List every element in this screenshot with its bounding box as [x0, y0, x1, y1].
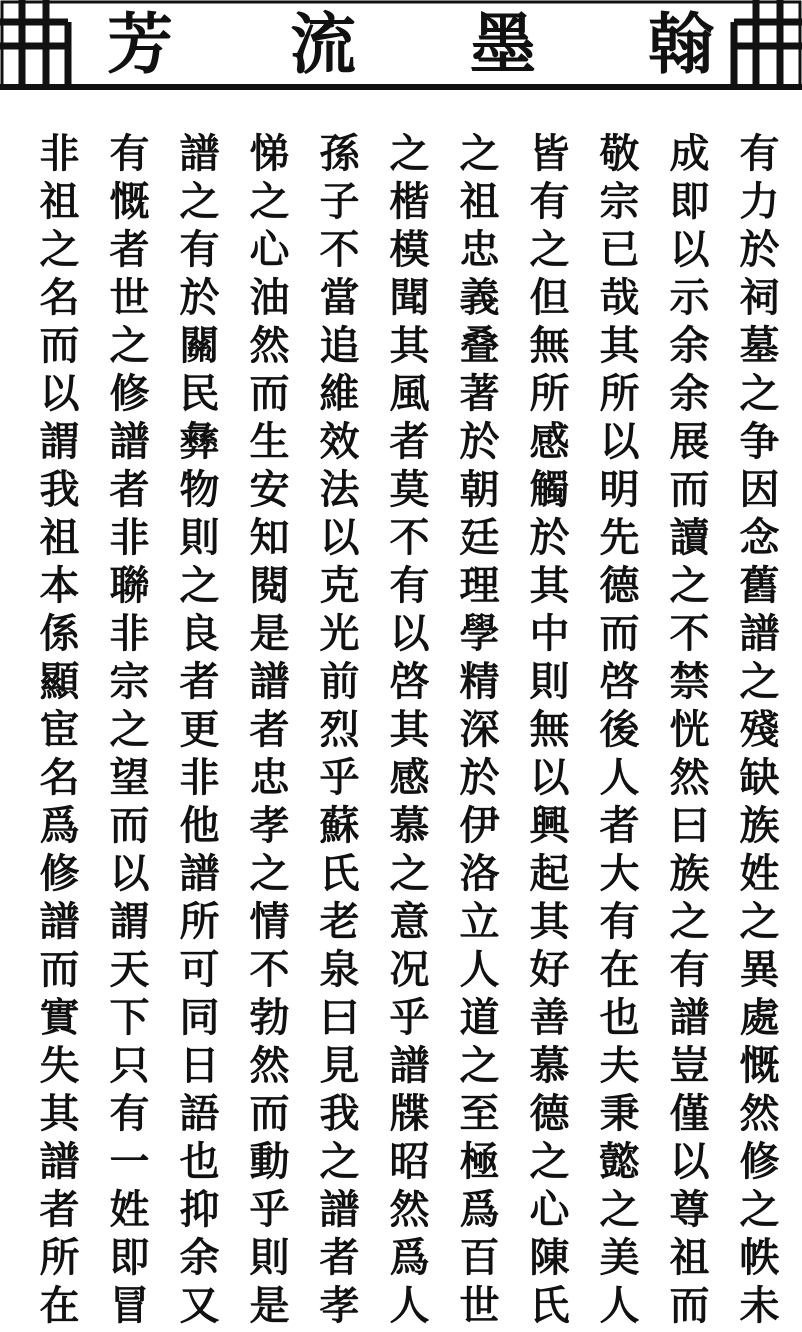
title-char: 翰: [648, 5, 714, 83]
text-column: [521, 132, 571, 1332]
column-text: 有慨者世之修譜者非聯非宗之望而以謂天下只有一姓即冒: [103, 132, 150, 1332]
text-column: [591, 132, 641, 1332]
text-column: [241, 132, 291, 1332]
text-column: [731, 132, 781, 1332]
column-text: 之楷模聞其風者莫不有以啓其感慕之意况乎譜牒昭然爲人: [383, 132, 430, 1332]
text-column: [311, 132, 361, 1332]
header-banner: [0, 0, 802, 92]
vertical-text-body: [0, 92, 802, 1332]
column-text: 成即以示余余展而讀之不禁恍然曰族之有譜豈僅以尊祖而: [663, 132, 710, 1332]
text-column: [661, 132, 711, 1332]
column-text: 有力於祠墓之争因念舊譜之殘缺族姓之異處慨然修之帙未: [733, 132, 780, 1332]
text-column: [451, 132, 501, 1332]
column-text: 譜之有於關民彝物則之良者更非他譜所可同日語也抑余又: [173, 132, 220, 1332]
title-char: 墨: [470, 5, 536, 83]
column-text: 敬宗已哉其所以明先德而啓後人者大有在也夫秉懿之美人: [593, 132, 640, 1332]
column-text: 非祖之名而以謂我祖本係顯宦名爲修譜而實失其譜者所在: [33, 132, 80, 1332]
page-title: [0, 0, 802, 92]
column-text: 孫子不當追維效法以克光前烈乎蘇氏老泉曰見我之譜者孝: [313, 132, 360, 1332]
text-column: [101, 132, 151, 1332]
text-column: [381, 132, 431, 1332]
title-char: 流: [290, 5, 356, 83]
column-text: 之祖忠義叠著於朝廷理學精深於伊洛立人道之至極爲百世: [453, 132, 500, 1332]
column-text: 皆有之但無所感觸於其中則無以興起其好善慕德之心陳氏: [523, 132, 570, 1332]
title-char: 芳: [107, 5, 173, 83]
text-column: [171, 132, 221, 1332]
text-column: [31, 132, 81, 1332]
column-text: 悌之心油然而生安知閱是譜者忠孝之情不勃然而動乎則是: [243, 132, 290, 1332]
